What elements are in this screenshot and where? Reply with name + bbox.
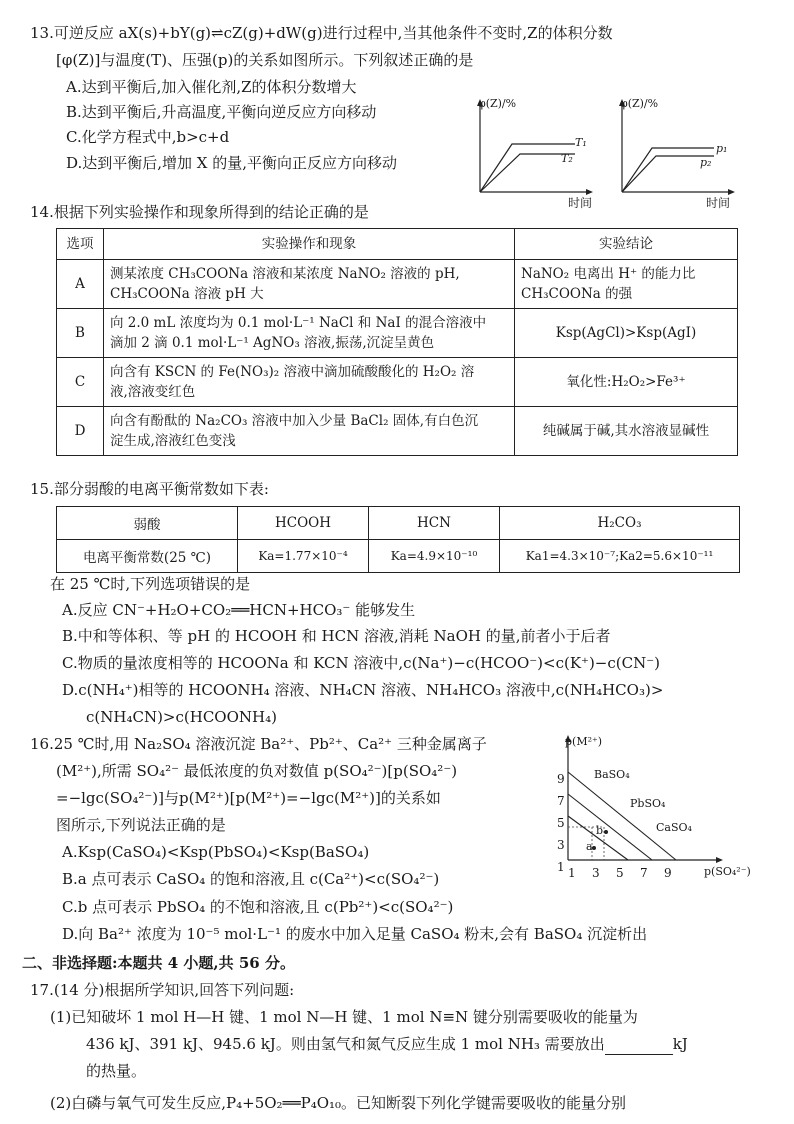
q14-header-option: 选项 (57, 229, 104, 260)
q17-unit: kJ (672, 1035, 688, 1053)
q16-option-c: C.b 点可表示 PbSO₄ 的不饱和溶液,且 c(Pb²⁺)<c(SO₄²⁻) (62, 898, 454, 916)
label-point-a: a (586, 840, 593, 853)
q14-table (56, 228, 738, 456)
q16-stem-line3: =−lgc(SO₄²⁻)]与p(M²⁺)[p(M²⁺)=−lgc(M²⁺)]的关系如 (56, 789, 441, 807)
q13-graph-temperature (470, 96, 596, 206)
q17-p1-line3: 的热量。 (86, 1062, 147, 1080)
table-row (57, 540, 740, 573)
q14-row-c-operation: 向含有 KSCN 的 Fe(NO₃)₂ 溶液中滴加硫酸酸化的 H₂O₂ 溶 液,溶液变红色 (104, 358, 515, 407)
q15-header-hcn: HCN (369, 507, 500, 540)
q14-row-d-option: D (57, 407, 104, 456)
q17-p1-text: 436 kJ、391 kJ、945.6 kJ。则由氢气和氮气反应生成 1 mol NH₃ 需要放出 (86, 1035, 605, 1053)
graph2-xlabel: 时间 (706, 196, 731, 210)
q15-option-a: A.反应 CN⁻+H₂O+CO₂══HCN+HCO₃⁻ 能够发生 (62, 601, 416, 619)
q15-cell-label: 电离平衡常数(25 ℃) (57, 540, 238, 573)
label-point-b: b (596, 824, 604, 837)
q13-option-d: D.达到平衡后,增加 X 的量,平衡向正反应方向移动 (66, 154, 398, 172)
graph1-label-t1: T₁ (575, 136, 587, 149)
q13-option-a: A.达到平衡后,加入催化剂,Z的体积分数增大 (66, 78, 357, 96)
q15-header-acid: 弱酸 (57, 507, 238, 540)
q14-row-a-operation: 测某浓度 CH₃COONa 溶液和某浓度 NaNO₂ 溶液的 pH, CH₃COONa 溶液 pH 大 (104, 260, 515, 309)
ytick-1: 1 (557, 860, 565, 874)
table-row (57, 407, 738, 456)
ytick-7: 7 (557, 794, 565, 808)
q14-row-d-operation: 向含有酚酞的 Na₂CO₃ 溶液中加入少量 BaCl₂ 固体,有白色沉 淀生成,溶液红色变浅 (104, 407, 515, 456)
graph2-line-p1 (622, 148, 714, 192)
q15-option-d-cont: c(NH₄CN)>c(HCOONH₄) (86, 708, 277, 726)
q14-row-a-conclusion: NaNO₂ 电离出 H⁺ 的能力比 CH₃COONa 的强 (515, 260, 738, 309)
graph2-ylabel: φ(Z)/% (620, 97, 659, 110)
q14-row-b-operation: 向 2.0 mL 浓度均为 0.1 mol·L⁻¹ NaCl 和 NaI 的混合溶液中 滴加 2 滴 0.1 mol·L⁻¹ AgNO₃ 溶液,振荡,沉淀呈黄色 (104, 309, 515, 358)
q15-header-hcooh: HCOOH (238, 507, 369, 540)
q14-row-b-conclusion: Ksp(AgCl)>Ksp(AgI) (515, 309, 738, 358)
q16-option-d: D.向 Ba²⁺ 浓度为 10⁻⁵ mol·L⁻¹ 的废水中加入足量 CaSO₄ 粉末,会有 BaSO₄ 沉淀析出 (62, 925, 648, 943)
point-b (604, 830, 608, 834)
line-caso4 (568, 816, 628, 860)
q17-p2-line1: (2)白磷与氧气可发生反应,P₄+5O₂══P₄O₁₀。已知断裂下列化学键需要吸收的能量分别 (50, 1094, 627, 1112)
ytick-5: 5 (557, 816, 565, 830)
q15-option-d: D.c(NH₄⁺)相等的 HCOONH₄ 溶液、NH₄CN 溶液、NH₄HCO₃ 溶液中,c(NH₄HCO₃)> (62, 681, 664, 699)
table-row (57, 358, 738, 407)
table-row (57, 260, 738, 309)
q16-stem-line1: 16.25 ℃时,用 Na₂SO₄ 溶液沉淀 Ba²⁺、Pb²⁺、Ca²⁺ 三种金属离子 (30, 735, 487, 753)
q13-stem-line1: 13.可逆反应 aX(s)+bY(g)⇌cZ(g)+dW(g)进行过程中,当其他条件不变时,Z的体积分数 (30, 24, 613, 42)
xtick-5: 5 (616, 866, 624, 880)
q15-header-h2co3: H₂CO₃ (500, 507, 740, 540)
table-row (57, 309, 738, 358)
q14-row-a-option: A (57, 260, 104, 309)
xtick-1: 1 (568, 866, 576, 880)
q14-header-operation: 实验操作和现象 (104, 229, 515, 260)
q15-cell-hcooh: Ka=1.77×10⁻⁴ (238, 540, 369, 573)
q16-graph-ylabel: p(M²⁺) (565, 735, 603, 748)
q15-cell-h2co3: Ka1=4.3×10⁻⁷;Ka2=5.6×10⁻¹¹ (500, 540, 740, 573)
graph1-ylabel: φ(Z)/% (478, 97, 517, 110)
section-2-heading: 二、非选择题:本题共 4 小题,共 56 分。 (22, 954, 295, 972)
answer-blank[interactable] (605, 1040, 673, 1055)
q16-option-b: B.a 点可表示 CaSO₄ 的饱和溶液,且 c(Ca²⁺)<c(SO₄²⁻) (62, 870, 440, 888)
label-caso4: CaSO₄ (656, 821, 692, 834)
q17-head: 17.(14 分)根据所学知识,回答下列问题: (30, 981, 295, 999)
q15-option-b: B.中和等体积、等 pH 的 HCOOH 和 HCN 溶液,消耗 NaOH 的量,前者小于后者 (62, 627, 611, 645)
graph1-label-t2: T₂ (561, 152, 573, 165)
q16-graph-xlabel: p(SO₄²⁻) (704, 865, 751, 878)
xtick-9: 9 (664, 866, 672, 880)
q15-stem: 15.部分弱酸的电离平衡常数如下表: (30, 480, 269, 498)
graph2-label-p2: p₂ (700, 156, 712, 169)
q13-option-b: B.达到平衡后,升高温度,平衡向逆反应方向移动 (66, 103, 377, 121)
q14-stem: 14.根据下列实验操作和现象所得到的结论正确的是 (30, 203, 369, 221)
q14-header-conclusion: 实验结论 (515, 229, 738, 260)
q15-option-c: C.物质的量浓度相等的 HCOONa 和 KCN 溶液中,c(Na⁺)−c(HCOO⁻)<c(K⁺)−c(CN⁻) (62, 654, 661, 672)
graph1-xlabel: 时间 (568, 196, 593, 210)
q14-row-d-conclusion: 纯碱属于碱,其水溶液显碱性 (515, 407, 738, 456)
q16-option-a: A.Ksp(CaSO₄)<Ksp(PbSO₄)<Ksp(BaSO₄) (62, 843, 370, 861)
q14-row-c-option: C (57, 358, 104, 407)
q16-stem-line2: (M²⁺),所需 SO₄²⁻ 最低浓度的负对数值 p(SO₄²⁻)[p(SO₄²⁻) (56, 762, 458, 780)
q13-stem-line2: [φ(Z)]与温度(T)、压强(p)的关系如图所示。下列叙述正确的是 (56, 51, 474, 69)
q17-p1-line1: (1)已知破坏 1 mol H—H 键、1 mol N—H 键、1 mol N≡N 键分别需要吸收的能量为 (50, 1008, 638, 1026)
label-baso4: BaSO₄ (594, 768, 630, 781)
q17-p1-line2 (86, 1033, 688, 1055)
q14-row-b-option: B (57, 309, 104, 358)
ytick-3: 3 (557, 838, 565, 852)
xtick-3: 3 (592, 866, 600, 880)
q16-stem-line4: 图所示,下列说法正确的是 (56, 816, 226, 834)
q15-cell-hcn: Ka=4.9×10⁻¹⁰ (369, 540, 500, 573)
q13-option-c: C.化学方程式中,b>c+d (66, 128, 230, 146)
xtick-7: 7 (640, 866, 648, 880)
q14-row-c-conclusion: 氧化性:H₂O₂>Fe³⁺ (515, 358, 738, 407)
label-pbso4: PbSO₄ (630, 797, 666, 810)
ytick-9: 9 (557, 772, 565, 786)
q15-table (56, 506, 740, 573)
q15-lead: 在 25 ℃时,下列选项错误的是 (50, 575, 251, 593)
line-baso4 (568, 772, 676, 860)
graph2-label-p1: p₁ (716, 142, 728, 155)
